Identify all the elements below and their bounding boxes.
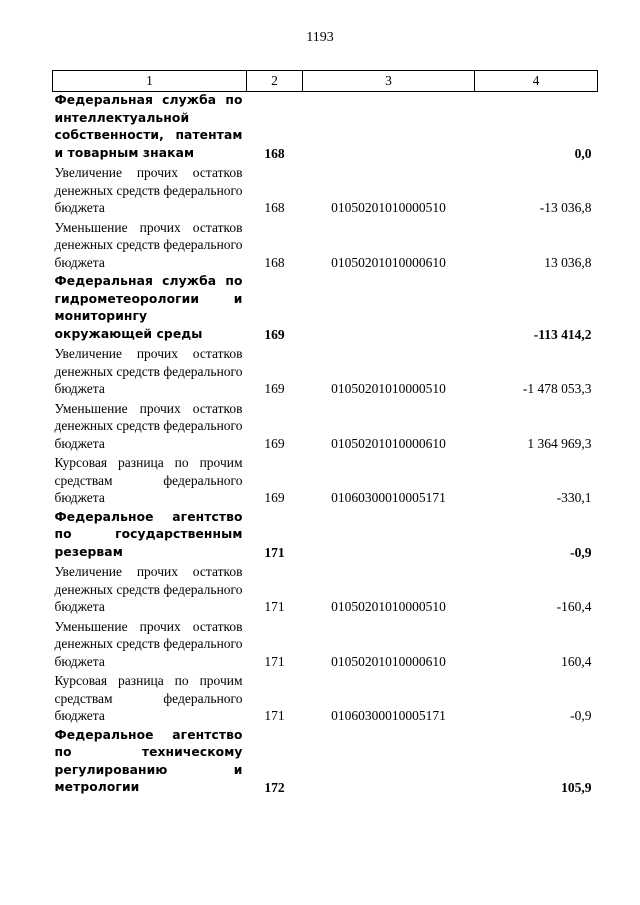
row-admin-code-cell: 171 bbox=[264, 653, 285, 669]
row-amount-cell: 1 364 969,3 bbox=[527, 435, 592, 451]
row-source-code-cell bbox=[303, 273, 475, 345]
row-source-code-cell: 01050201010000610 bbox=[331, 653, 446, 669]
table-row bbox=[53, 672, 598, 727]
table-row bbox=[53, 563, 598, 618]
header-col-1: 1 bbox=[53, 71, 247, 92]
row-amount-cell: -160,4 bbox=[556, 599, 592, 614]
row-source-code-cell bbox=[303, 509, 475, 564]
row-amount-cell: -0,9 bbox=[570, 708, 592, 723]
row-name-cell: Увеличение прочих остатков денежных средств федерального бюджета bbox=[54, 346, 243, 396]
row-amount-cell: -113 414,2 bbox=[533, 326, 592, 342]
agency-row bbox=[53, 273, 598, 345]
row-source-code-cell bbox=[303, 727, 475, 799]
row-amount-cell: -0,9 bbox=[570, 544, 592, 560]
row-name-cell: Уменьшение прочих остатков денежных средств федерального бюджета bbox=[54, 618, 243, 669]
row-name-cell: Федеральное агентство по государственным резервам bbox=[54, 509, 243, 559]
row-source-code-cell: 01050201010000610 bbox=[331, 435, 446, 451]
row-amount-cell: 13 036,8 bbox=[544, 254, 592, 270]
row-admin-code-cell: 171 bbox=[264, 708, 285, 723]
row-admin-code-cell: 169 bbox=[264, 490, 285, 505]
table-row bbox=[53, 618, 598, 673]
page-number: 1193 bbox=[306, 30, 334, 45]
table-header bbox=[53, 71, 598, 92]
row-amount-cell: 160,4 bbox=[561, 653, 592, 669]
row-admin-code-cell: 171 bbox=[264, 599, 285, 614]
table-row bbox=[53, 400, 598, 455]
row-amount-cell: -13 036,8 bbox=[539, 200, 592, 215]
row-name-cell: Уменьшение прочих остатков денежных средств федерального бюджета bbox=[54, 219, 243, 270]
table-body bbox=[53, 92, 598, 799]
row-name-cell: Курсовая разница по прочим средствам федерального бюджета bbox=[54, 673, 243, 723]
row-source-code-cell: 01050201010000610 bbox=[331, 254, 446, 270]
row-name-cell: Федеральная служба по гидрометеорологии и мониторингу окружающей среды bbox=[54, 274, 243, 341]
row-amount-cell: 105,9 bbox=[561, 780, 592, 795]
row-admin-code-cell: 169 bbox=[264, 381, 285, 396]
row-source-code-cell: 01050201010000510 bbox=[331, 599, 446, 614]
table-row bbox=[53, 219, 598, 274]
row-name-cell: Курсовая разница по прочим средствам федерального бюджета bbox=[54, 455, 243, 505]
header-row bbox=[53, 71, 598, 92]
budget-table bbox=[52, 70, 598, 799]
row-amount-cell: -1 478 053,3 bbox=[522, 381, 592, 396]
row-admin-code-cell: 168 bbox=[264, 200, 285, 215]
row-source-code-cell: 01050201010000510 bbox=[331, 381, 446, 396]
agency-row bbox=[53, 727, 598, 799]
table-row bbox=[53, 345, 598, 400]
header-col-2: 2 bbox=[247, 71, 303, 92]
row-source-code-cell: 01050201010000510 bbox=[331, 200, 446, 215]
row-name-cell: Федеральное агентство по техническому регулированию и метрологии bbox=[54, 727, 243, 794]
row-name-cell: Увеличение прочих остатков денежных средств федерального бюджета bbox=[54, 165, 243, 215]
table-row bbox=[53, 454, 598, 509]
header-col-3: 3 bbox=[303, 71, 475, 92]
row-amount-cell: 0,0 bbox=[574, 145, 592, 161]
header-col-4: 4 bbox=[475, 71, 598, 92]
row-source-code-cell: 01060300010005171 bbox=[331, 490, 446, 505]
agency-row bbox=[53, 509, 598, 564]
row-admin-code-cell: 171 bbox=[264, 544, 285, 560]
row-name-cell: Увеличение прочих остатков денежных средств федерального бюджета bbox=[54, 564, 243, 614]
row-amount-cell: -330,1 bbox=[556, 490, 592, 505]
row-admin-code-cell: 169 bbox=[264, 326, 285, 342]
row-admin-code-cell: 169 bbox=[264, 435, 285, 451]
row-admin-code-cell: 172 bbox=[264, 780, 285, 795]
table-row bbox=[53, 164, 598, 219]
row-source-code-cell bbox=[303, 92, 475, 165]
row-name-cell: Уменьшение прочих остатков денежных средств федерального бюджета bbox=[54, 400, 243, 451]
row-admin-code-cell: 168 bbox=[264, 254, 285, 270]
row-source-code-cell: 01060300010005171 bbox=[331, 708, 446, 723]
row-name-cell: Федеральная служба по интеллектуальной собственности, патентам и товарным знакам bbox=[54, 93, 243, 160]
agency-row bbox=[53, 92, 598, 165]
row-admin-code-cell: 168 bbox=[264, 145, 285, 161]
